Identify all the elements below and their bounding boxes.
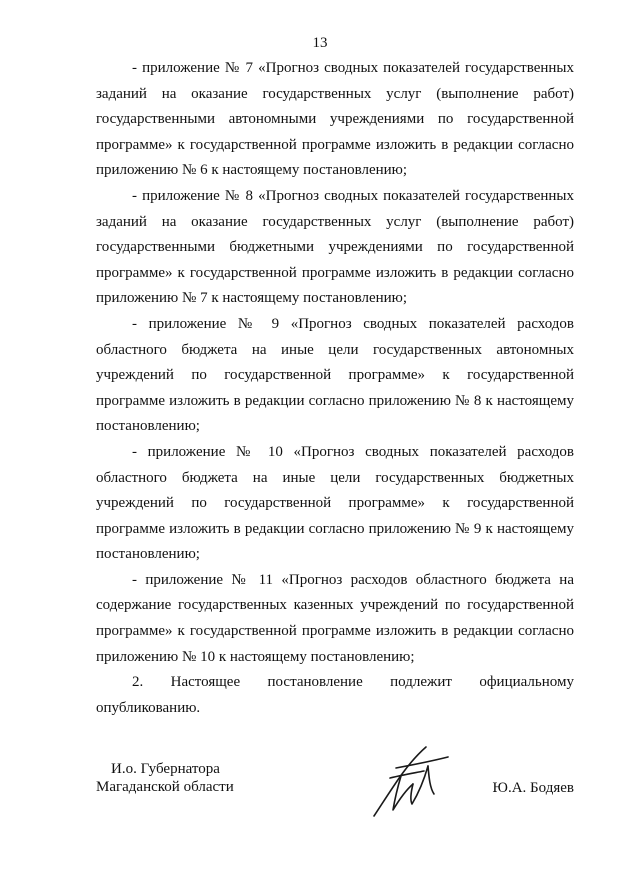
document-body: [96, 56, 574, 721]
signatory-title-line1: И.о. Губернатора: [111, 761, 220, 777]
signature-block: [96, 760, 574, 840]
signatory-title-line2: Магаданской области: [96, 779, 234, 795]
handwritten-signature: [368, 744, 452, 822]
paragraph-appendix-10: - приложение № 10 «Прогноз сводных показателей расходов областного бюджета на иные цели государственных бюджетных учреждений по государственной программе» к государственной программе изложить в редакции согласно приложению № 9 к настоящему постановлению;: [96, 443, 574, 563]
paragraph-appendix-11: - приложение № 11 «Прогноз расходов областного бюджета на содержание государственных казенных учреждений по государственной программе» к государственной программе изложить в редакции согласно приложению № 10 к настоящему постановлению;: [96, 571, 574, 665]
page-number: 13: [312, 35, 328, 51]
paragraph-appendix-7: - приложение № 7 «Прогноз сводных показателей государственных заданий на оказание государственных услуг (выполнение работ) государственными автономными учреждениями по государственной программе» к государственной программе изложить в редакции согласно приложению № 6 к настоящему постановлению;: [96, 60, 574, 179]
signatory-name: Ю.А. Бодяев: [492, 780, 574, 796]
paragraph-appendix-9: - приложение № 9 «Прогноз сводных показателей расходов областного бюджета на иные цели государственных автономных учреждений по государственной программе» к государственной программе изложить в редакции согласно приложению № 8 к настоящему постановлению;: [96, 315, 574, 435]
paragraph-appendix-8: - приложение № 8 «Прогноз сводных показателей государственных заданий на оказание государственных услуг (выполнение работ) государственными бюджетными учреждениями по государственной программе» к государственной программе изложить в редакции согласно приложению № 7 к настоящему постановлению;: [96, 187, 574, 307]
paragraph-publication: 2. Настоящее постановление подлежит официальному опубликованию.: [96, 674, 574, 716]
